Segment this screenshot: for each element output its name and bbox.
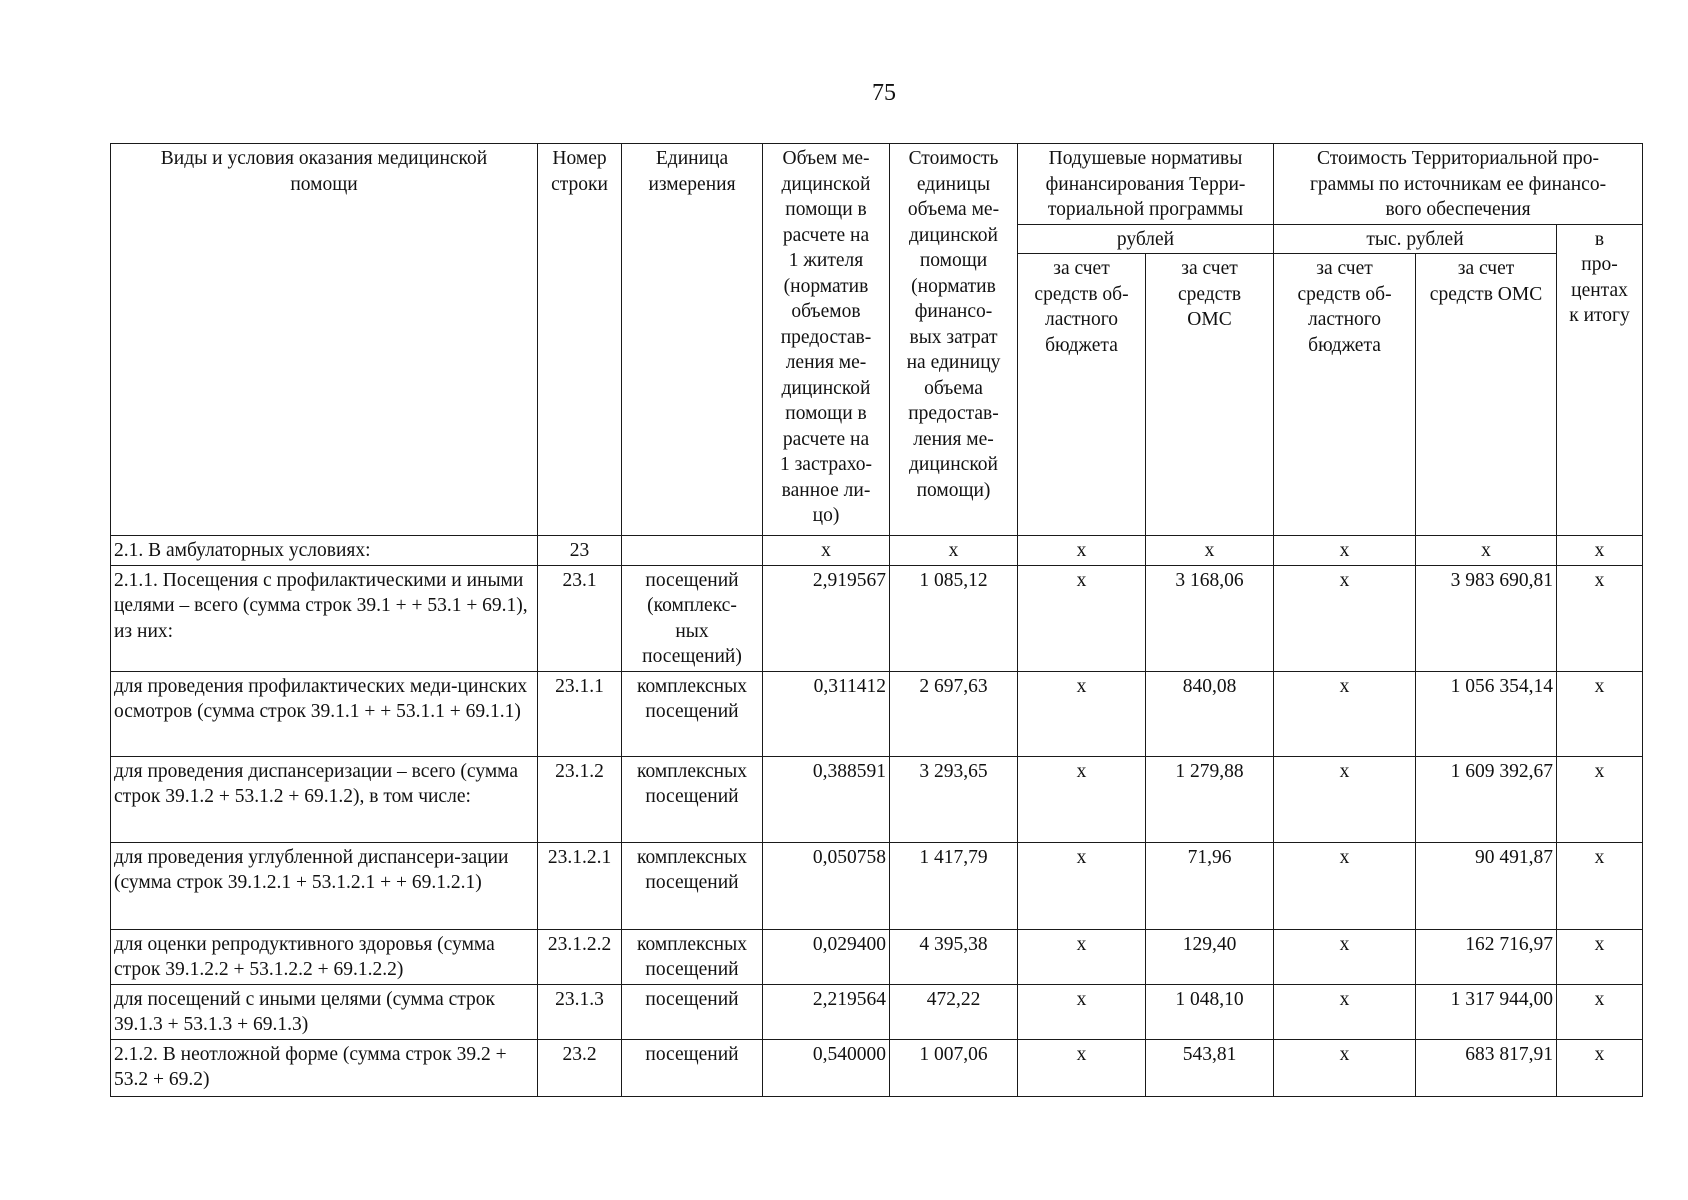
table-row [111, 984, 1643, 1039]
table-row [111, 565, 1643, 671]
row-tc-oms: 3 983 690,81 [1416, 565, 1557, 671]
row-unit: комплексных посещений [622, 756, 763, 842]
row-pc-oms: 1 279,88 [1146, 756, 1274, 842]
header-unit: Единица измерения [622, 144, 763, 536]
row-percent: х [1557, 929, 1643, 984]
row-volume: 0,311412 [763, 671, 890, 756]
row-pc-oms: 129,40 [1146, 929, 1274, 984]
row-percent: х [1557, 536, 1643, 566]
row-name: для посещений с иными целями (сумма строк 39.1.3 + 53.1.3 + 69.1.3) [111, 984, 538, 1039]
row-number: 23.1.2.2 [538, 929, 622, 984]
row-name: для проведения профилактических меди-цинских осмотров (сумма строк 39.1.1 + + 53.1.1 + 69.1.1) [111, 671, 538, 756]
table-row [111, 536, 1643, 566]
row-unit: комплексных посещений [622, 842, 763, 929]
header-per-capita-group: Подушевые нормативы финансирования Терри- ториальной программы [1018, 144, 1274, 225]
header-tc-budget: за счет средств об- ластного бюджета [1274, 254, 1416, 536]
row-pc-budget: х [1018, 984, 1146, 1039]
header-volume: Объем ме- дицинской помощи в расчете на 1 жителя (норматив объемов предостав- ления ме- дицинской помощи в расчете на 1 застрахо- ванное ли- цо) [763, 144, 890, 536]
row-cost: 1 085,12 [890, 565, 1018, 671]
header-row-1 [111, 144, 1643, 225]
row-pc-oms: 1 048,10 [1146, 984, 1274, 1039]
row-tc-budget: х [1274, 756, 1416, 842]
header-pc-budget: за счет средств об- ластного бюджета [1018, 254, 1146, 536]
row-pc-budget: х [1018, 536, 1146, 566]
row-tc-oms: 683 817,91 [1416, 1039, 1557, 1096]
financing-table [110, 143, 1643, 1097]
row-volume: 0,029400 [763, 929, 890, 984]
table-row [111, 1039, 1643, 1096]
page-number: 75 [872, 80, 896, 106]
row-unit: комплексных посещений [622, 929, 763, 984]
table-row [111, 671, 1643, 756]
row-cost: 3 293,65 [890, 756, 1018, 842]
row-volume: 0,388591 [763, 756, 890, 842]
row-tc-oms: х [1416, 536, 1557, 566]
row-percent: х [1557, 842, 1643, 929]
row-unit [622, 536, 763, 566]
row-tc-oms: 162 716,97 [1416, 929, 1557, 984]
row-name: для проведения диспансеризации – всего (сумма строк 39.1.2 + 53.1.2 + 69.1.2), в том числе: [111, 756, 538, 842]
row-pc-budget: х [1018, 756, 1146, 842]
row-name: для оценки репродуктивного здоровья (сумма строк 39.1.2.2 + 53.1.2.2 + 69.1.2.2) [111, 929, 538, 984]
row-pc-budget: х [1018, 671, 1146, 756]
row-unit: посещений [622, 984, 763, 1039]
row-cost: 2 697,63 [890, 671, 1018, 756]
row-cost: 472,22 [890, 984, 1018, 1039]
row-unit: посещений [622, 1039, 763, 1096]
row-pc-oms: х [1146, 536, 1274, 566]
row-pc-budget: х [1018, 929, 1146, 984]
header-unit-thousand-rubles: тыс. рублей [1274, 224, 1557, 254]
row-percent: х [1557, 565, 1643, 671]
header-unit-cost: Стоимость единицы объема ме- дицинской помощи (норматив финансо- вых затрат на единицу объема предостав- ления ме- дицинской помощи) [890, 144, 1018, 536]
row-tc-oms: 1 317 944,00 [1416, 984, 1557, 1039]
row-percent: х [1557, 671, 1643, 756]
header-program-cost-group: Стоимость Территориальной про- граммы по источникам ее финансо- вого обеспечения [1274, 144, 1643, 225]
row-volume: 2,219564 [763, 984, 890, 1039]
header-kind: Виды и условия оказания медицинской помощи [111, 144, 538, 536]
header-tc-oms: за счет средств ОМС [1416, 254, 1557, 536]
row-pc-budget: х [1018, 842, 1146, 929]
row-number: 23.2 [538, 1039, 622, 1096]
header-pc-oms: за счет средств ОМС [1146, 254, 1274, 536]
row-pc-budget: х [1018, 565, 1146, 671]
row-cost: 4 395,38 [890, 929, 1018, 984]
header-unit-rubles: рублей [1018, 224, 1274, 254]
table-row [111, 756, 1643, 842]
row-cost: 1 007,06 [890, 1039, 1018, 1096]
row-percent: х [1557, 984, 1643, 1039]
row-tc-oms: 90 491,87 [1416, 842, 1557, 929]
row-number: 23.1.3 [538, 984, 622, 1039]
row-tc-budget: х [1274, 984, 1416, 1039]
row-name: 2.1.1. Посещения с профилактическими и иными целями – всего (сумма строк 39.1 + + 53.1 + 69.1), из них: [111, 565, 538, 671]
row-number: 23 [538, 536, 622, 566]
row-tc-budget: х [1274, 536, 1416, 566]
row-tc-budget: х [1274, 929, 1416, 984]
row-volume: 0,540000 [763, 1039, 890, 1096]
row-cost: 1 417,79 [890, 842, 1018, 929]
row-number: 23.1.2 [538, 756, 622, 842]
row-tc-budget: х [1274, 565, 1416, 671]
row-unit: комплексных посещений [622, 671, 763, 756]
row-pc-oms: 71,96 [1146, 842, 1274, 929]
row-number: 23.1 [538, 565, 622, 671]
header-row-number: Номер строки [538, 144, 622, 536]
row-tc-budget: х [1274, 671, 1416, 756]
row-name: для проведения углубленной диспансери-зации (сумма строк 39.1.2.1 + 53.1.2.1 + + 69.1.2.1) [111, 842, 538, 929]
row-tc-oms: 1 609 392,67 [1416, 756, 1557, 842]
table-row [111, 929, 1643, 984]
row-tc-budget: х [1274, 1039, 1416, 1096]
row-percent: х [1557, 756, 1643, 842]
header-percent: в про- центах к итогу [1557, 224, 1643, 536]
row-name: 2.1.2. В неотложной форме (сумма строк 39.2 + 53.2 + 69.2) [111, 1039, 538, 1096]
row-pc-budget: х [1018, 1039, 1146, 1096]
table-row [111, 842, 1643, 929]
row-pc-oms: 543,81 [1146, 1039, 1274, 1096]
row-number: 23.1.1 [538, 671, 622, 756]
row-number: 23.1.2.1 [538, 842, 622, 929]
row-tc-budget: х [1274, 842, 1416, 929]
row-name: 2.1. В амбулаторных условиях: [111, 536, 538, 566]
row-volume: х [763, 536, 890, 566]
row-cost: х [890, 536, 1018, 566]
row-pc-oms: 840,08 [1146, 671, 1274, 756]
row-tc-oms: 1 056 354,14 [1416, 671, 1557, 756]
row-pc-oms: 3 168,06 [1146, 565, 1274, 671]
row-unit: посещений (комплекс- ных посещений) [622, 565, 763, 671]
row-volume: 0,050758 [763, 842, 890, 929]
row-percent: х [1557, 1039, 1643, 1096]
row-volume: 2,919567 [763, 565, 890, 671]
